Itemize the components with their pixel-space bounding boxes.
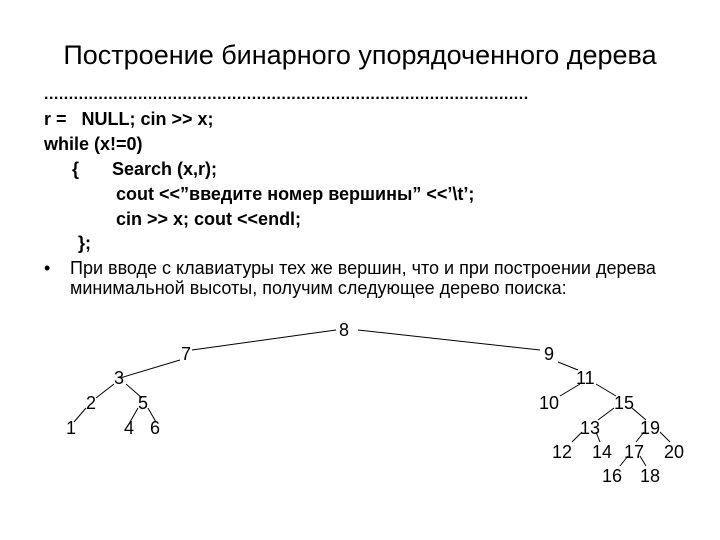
tree-node-20: 20 [664,442,685,462]
code-line-4: cout <<”введите номер вершины” <<’\t’; [116,184,475,204]
edge-3-2 [96,384,114,398]
edge-7-3 [120,360,180,378]
tree-node-14: 14 [592,442,613,462]
tree-node-7: 7 [181,344,192,364]
code-line-1: r = NULL; cin >> x; [44,109,214,129]
tree-node-1: 1 [66,418,77,438]
code-line-2: while (x!=0) [44,134,143,154]
edge-19-20 [660,432,670,442]
bullet-text: При вводе с клавиатуры тех же вершин, что и при построении дерева минимальной высоты, получим следующее дерево поиска: [70,258,656,298]
tree-node-12: 12 [552,442,573,462]
code-line-6: }; [78,233,91,253]
code-line-5: cin >> x; cout <<endl; [116,209,302,229]
edge-8-7 [192,330,336,350]
tree-node-17: 17 [624,442,645,462]
slide-title: Построение бинарного упорядоченного дерева [63,40,657,70]
tree-node-10: 10 [539,393,560,413]
tree-node-18: 18 [640,466,661,486]
dotted-separator: .................................................................................................. [44,86,529,103]
edge-15-13 [598,408,614,420]
code-open-brace: { [72,159,80,179]
edge-8-9 [358,330,540,350]
code-line-3: Search (x,r); [112,159,218,179]
tree-node-16: 16 [602,466,623,486]
bullet-mark: • [44,258,51,278]
tree-node-19: 19 [640,418,661,438]
tree-node-15: 15 [614,393,635,413]
tree-node-2: 2 [86,393,97,413]
tree-node-3: 3 [114,368,125,388]
edge-11-15 [596,384,616,396]
tree-node-13: 13 [580,418,601,438]
tree-node-9: 9 [544,344,555,364]
tree-node-8: 8 [339,320,350,340]
tree-node-5: 5 [138,393,149,413]
tree-node-4: 4 [124,418,135,438]
edge-9-11 [558,362,578,370]
tree-node-11: 11 [576,368,595,388]
tree-node-6: 6 [150,418,161,438]
